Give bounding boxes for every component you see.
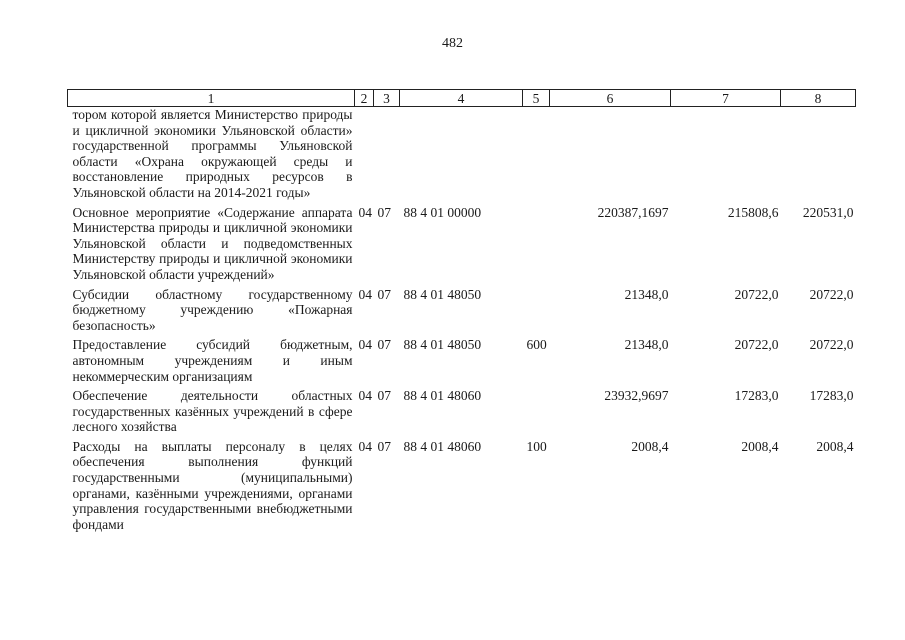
row-target-article: 88 4 01 48060 <box>403 438 482 454</box>
header-col-7: 7 <box>671 90 781 107</box>
row-amount-col6 <box>550 107 671 201</box>
table-row <box>68 201 856 283</box>
row-subsection: 07 <box>377 388 391 404</box>
row-name: Обеспечение деятельности областных государственных казённых учреждений в сфере лесного хозяйства <box>72 388 353 435</box>
table-header <box>68 90 856 107</box>
row-amount-col8: 2008,4 <box>816 438 854 454</box>
row-expense-type <box>523 283 550 334</box>
row-section <box>355 107 374 201</box>
row-name: Предоставление субсидий бюджетным, автономным учреждениям и иным некоммерческим организациям <box>72 337 353 384</box>
table-row <box>68 107 856 201</box>
header-col-3: 3 <box>374 90 400 107</box>
row-amount-col8 <box>781 107 856 201</box>
row-section: 04 <box>358 337 372 353</box>
row-expense-type <box>523 384 550 435</box>
row-amount-col7: 20722,0 <box>734 337 779 353</box>
row-subsection: 07 <box>377 204 391 220</box>
row-amount-col6: 21348,0 <box>624 337 669 353</box>
row-name: тором которой является Министерство природы и цикличной экономики Ульяновской области» государственной программы Ульяновской области «Охрана окружающей среды и восстановление природных ресурсов в Ульяновской области на 2014-2021 годы» <box>72 107 353 200</box>
row-amount-col8: 17283,0 <box>809 388 854 404</box>
row-amount-col8: 20722,0 <box>809 286 854 302</box>
row-amount-col7 <box>671 107 781 201</box>
row-section: 04 <box>358 204 372 220</box>
row-section: 04 <box>358 438 372 454</box>
table-row <box>68 435 856 533</box>
row-target-article: 88 4 01 48050 <box>403 337 482 353</box>
row-expense-type: 600 <box>526 337 547 353</box>
row-section: 04 <box>358 286 372 302</box>
header-col-2: 2 <box>355 90 374 107</box>
table-row <box>68 384 856 435</box>
header-col-8: 8 <box>781 90 856 107</box>
row-expense-type <box>523 201 550 283</box>
row-amount-col6: 21348,0 <box>624 286 669 302</box>
row-amount-col7: 17283,0 <box>734 388 779 404</box>
row-name: Субсидии областному государственному бюджетному учреждению «Пожарная безопасность» <box>72 286 353 333</box>
row-target-article: 88 4 01 48060 <box>403 388 482 404</box>
row-amount-col7: 2008,4 <box>741 438 779 454</box>
table-row <box>68 333 856 384</box>
row-amount-col6: 2008,4 <box>631 438 669 454</box>
budget-table <box>67 89 856 532</box>
row-amount-col6: 23932,9697 <box>604 388 669 404</box>
header-row <box>68 90 856 107</box>
header-col-4: 4 <box>400 90 523 107</box>
table-body <box>68 107 856 533</box>
header-col-6: 6 <box>550 90 671 107</box>
row-expense-type: 100 <box>526 438 547 454</box>
page-number: 482 <box>442 36 463 51</box>
header-col-1: 1 <box>68 90 355 107</box>
row-target-article: 88 4 01 48050 <box>403 286 482 302</box>
row-subsection <box>374 107 400 201</box>
row-name: Основное мероприятие «Содержание аппарата Министерства природы и цикличной экономики Ульяновской области и подведомственных Министерству природы и цикличной экономики Ульяновской области учреждений» <box>72 204 353 282</box>
row-amount-col8: 220531,0 <box>802 204 854 220</box>
row-amount-col7: 215808,6 <box>727 204 779 220</box>
table-row <box>68 283 856 334</box>
row-name: Расходы на выплаты персоналу в целях обеспечения выполнения функций государственными (муниципальными) органами, казёнными учреждениями, органами управления государственными внебюджетными фондами <box>72 438 353 532</box>
row-amount-col8: 20722,0 <box>809 337 854 353</box>
row-subsection: 07 <box>377 337 391 353</box>
row-expense-type <box>523 107 550 201</box>
row-target-article: 88 4 01 00000 <box>403 204 482 220</box>
row-section: 04 <box>358 388 372 404</box>
row-subsection: 07 <box>377 438 391 454</box>
row-amount-col7: 20722,0 <box>734 286 779 302</box>
row-subsection: 07 <box>377 286 391 302</box>
header-col-5: 5 <box>523 90 550 107</box>
row-target-article <box>400 107 523 201</box>
row-amount-col6: 220387,1697 <box>597 204 669 220</box>
